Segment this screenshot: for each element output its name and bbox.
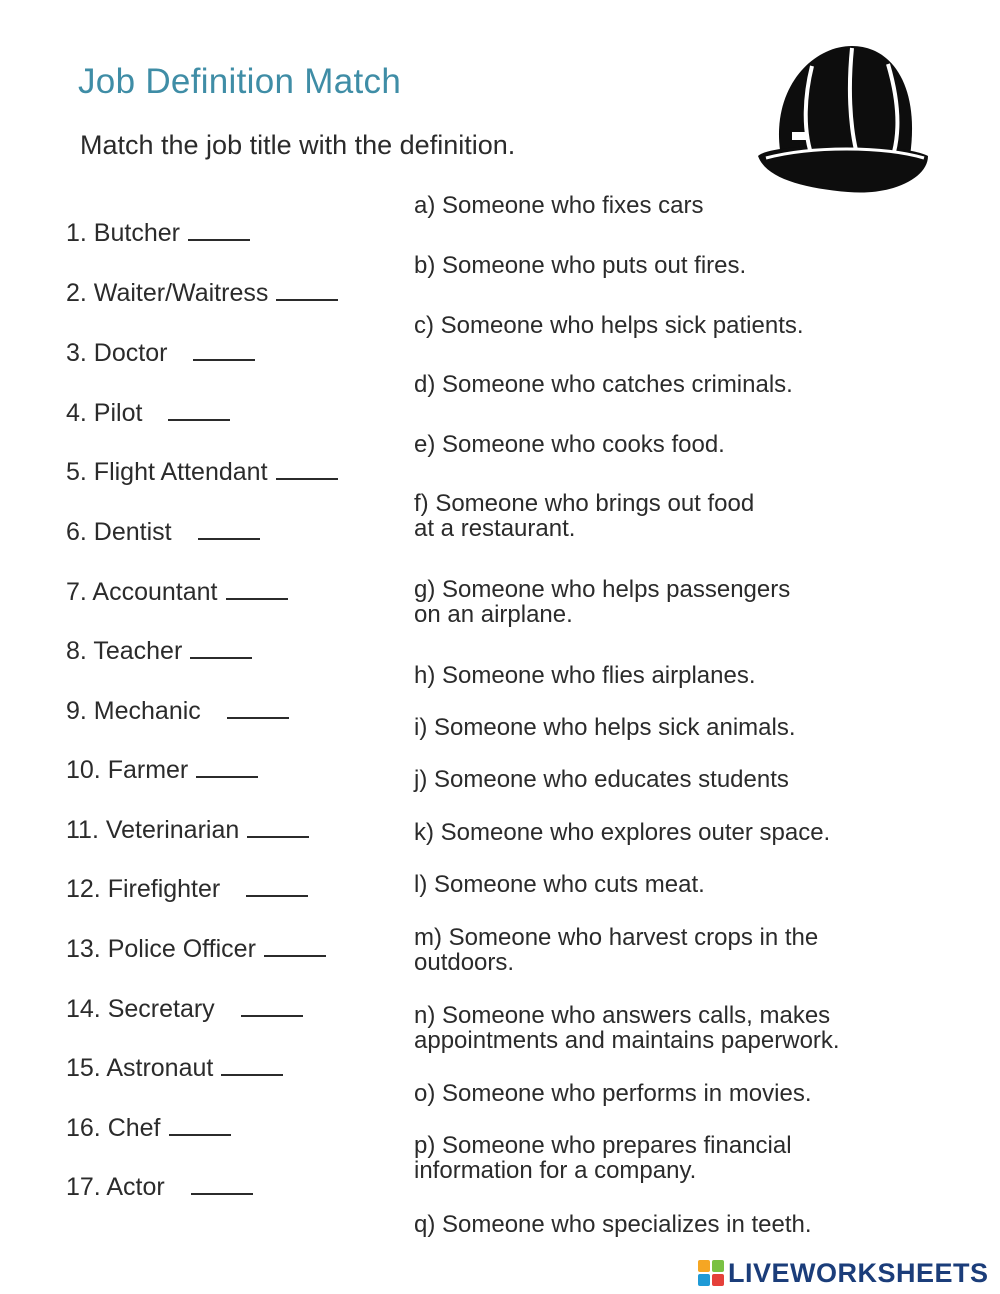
definition-item: a) Someone who fixes cars: [414, 192, 704, 219]
job-item: [66, 1172, 253, 1202]
logo-text: LIVEWORKSHEETS: [728, 1257, 989, 1288]
definition-item: c) Someone who helps sick patients.: [414, 312, 804, 339]
job-item: [66, 1113, 231, 1143]
job-label: 16. Chef: [66, 1114, 161, 1142]
job-item: [66, 457, 338, 487]
definition-item: d) Someone who catches criminals.: [414, 371, 793, 398]
job-item: [66, 577, 288, 607]
job-item: [66, 636, 252, 666]
liveworksheets-logo: [698, 1258, 989, 1288]
logo-mark-icon: [698, 1260, 724, 1286]
job-item: [66, 1053, 283, 1083]
answer-blank[interactable]: [247, 816, 309, 838]
hard-hat-icon: [752, 38, 932, 198]
definition-item: m) Someone who harvest crops in the outdoors.: [414, 924, 819, 976]
answer-blank[interactable]: [169, 1114, 231, 1136]
definition-item: e) Someone who cooks food.: [414, 431, 725, 458]
answer-blank[interactable]: [193, 339, 255, 361]
definition-item: n) Someone who answers calls, makes appointments and maintains paperwork.: [414, 1002, 840, 1054]
answer-blank[interactable]: [190, 637, 252, 659]
answer-blank[interactable]: [226, 578, 288, 600]
job-item: [66, 338, 255, 368]
definition-item: h) Someone who flies airplanes.: [414, 662, 756, 689]
definition-item: q) Someone who specializes in teeth.: [414, 1211, 812, 1238]
definition-item: f) Someone who brings out food at a restaurant.: [414, 490, 755, 542]
definition-item: i) Someone who helps sick animals.: [414, 714, 796, 741]
job-item: [66, 994, 303, 1024]
answer-blank[interactable]: [241, 995, 303, 1017]
answer-blank[interactable]: [246, 875, 308, 897]
definition-item: o) Someone who performs in movies.: [414, 1080, 812, 1107]
instructions: Match the job title with the definition.: [80, 130, 516, 160]
answer-blank[interactable]: [191, 1173, 253, 1195]
definition-item: j) Someone who educates students: [414, 766, 789, 793]
job-label: 10. Farmer: [66, 756, 189, 784]
job-item: [66, 218, 250, 248]
job-label: 13. Police Officer: [66, 935, 256, 963]
job-label: 5. Flight Attendant: [66, 458, 268, 486]
job-label: 7. Accountant: [66, 578, 218, 606]
job-label: 3. Doctor: [66, 339, 168, 367]
job-item: [66, 517, 260, 547]
job-item: [66, 696, 289, 726]
job-item: [66, 755, 258, 785]
answer-blank[interactable]: [168, 399, 230, 421]
job-label: 17. Actor: [66, 1173, 165, 1201]
definition-item: l) Someone who cuts meat.: [414, 871, 705, 898]
job-item: [66, 874, 308, 904]
job-label: 11. Veterinarian: [66, 816, 240, 844]
definition-item: g) Someone who helps passengers on an airplane.: [414, 576, 791, 628]
definition-item: b) Someone who puts out fires.: [414, 252, 747, 279]
job-label: 6. Dentist: [66, 518, 172, 546]
answer-blank[interactable]: [276, 458, 338, 480]
job-label: 1. Butcher: [66, 219, 180, 247]
worksheet-title: Job Definition Match: [78, 62, 402, 101]
definition-item: k) Someone who explores outer space.: [414, 819, 831, 846]
definition-item: p) Someone who prepares financial information for a company.: [414, 1132, 792, 1184]
job-item: [66, 815, 309, 845]
answer-blank[interactable]: [198, 518, 260, 540]
job-label: 8. Teacher: [66, 637, 183, 665]
job-item: [66, 398, 230, 428]
answer-blank[interactable]: [221, 1054, 283, 1076]
job-label: 14. Secretary: [66, 995, 215, 1023]
answer-blank[interactable]: [264, 935, 326, 957]
job-label: 12. Firefighter: [66, 875, 221, 903]
answer-blank[interactable]: [227, 697, 289, 719]
job-label: 9. Mechanic: [66, 697, 201, 725]
answer-blank[interactable]: [196, 756, 258, 778]
job-label: 4. Pilot: [66, 399, 143, 427]
job-item: [66, 934, 326, 964]
answer-blank[interactable]: [188, 219, 250, 241]
answer-blank[interactable]: [276, 279, 338, 301]
job-label: 15. Astronaut: [66, 1054, 214, 1082]
job-label: 2. Waiter/Waitress: [66, 279, 269, 307]
job-item: [66, 278, 338, 308]
